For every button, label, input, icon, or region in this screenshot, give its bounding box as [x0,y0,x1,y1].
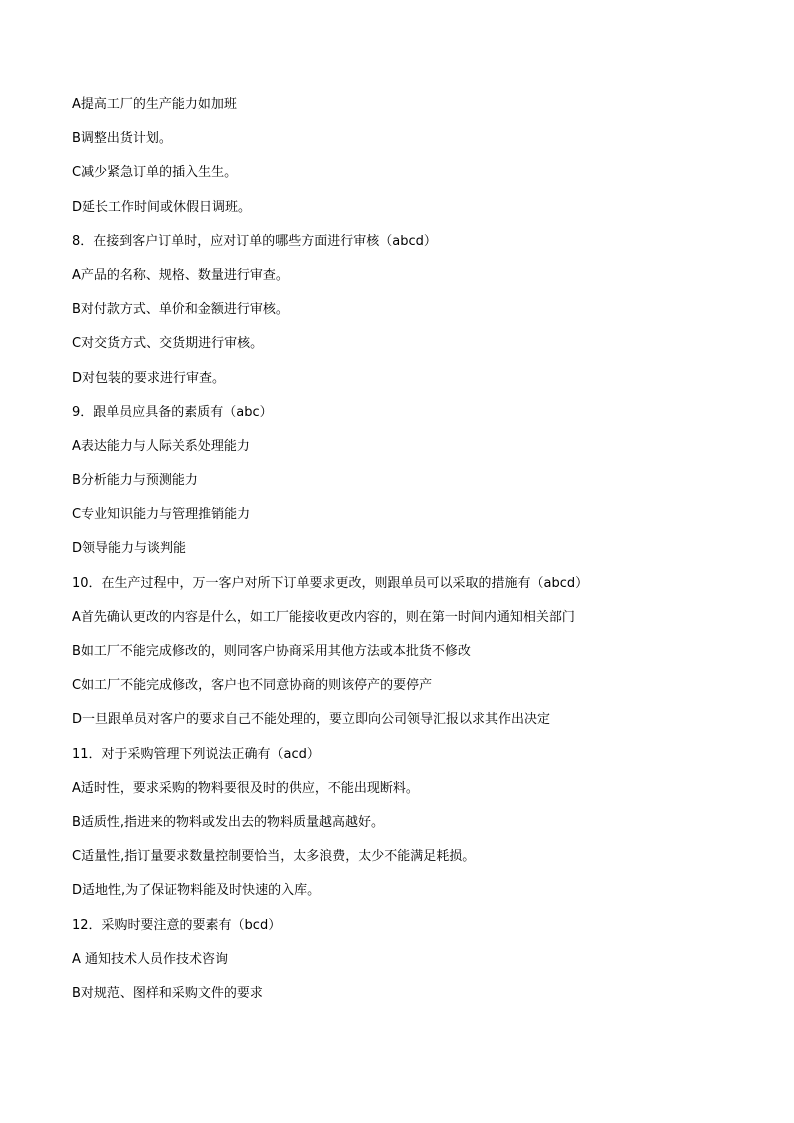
option-line: D对包装的要求进行审查。 [72,370,226,386]
question-line: 12．采购时要注意的要素有（bcd） [72,917,282,933]
option-line: B对付款方式、单价和金额进行审核。 [72,302,289,318]
option-line: B对规范、图样和采购文件的要求 [72,985,263,1001]
option-line: A适时性，要求采购的物料要很及时的供应，不能出现断料。 [72,780,419,796]
option-line: B调整出货计划。 [72,131,172,147]
option-line: C对交货方式、交货期进行审核。 [72,336,264,352]
option-line: A表达能力与人际关系处理能力 [72,438,250,454]
option-line: C专业知识能力与管理推销能力 [72,507,251,523]
option-line: C适量性,指订量要求数量控制要恰当，太多浪费，太少不能满足耗损。 [72,849,476,865]
option-line: D延长工作时间或休假日调班。 [72,199,252,215]
option-line: A产品的名称、规格、数量进行审查。 [72,267,289,283]
option-line: B如工厂不能完成修改的，则同客户协商采用其他方法或本批货不修改 [72,644,471,659]
question-line: 11．对于采购管理下列说法正确有（acd） [72,746,320,762]
option-line: A提高工厂的生产能力如加班 [72,97,237,112]
option-line: D适地性,为了保证物料能及时快速的入库。 [72,883,321,899]
question-line: 9．跟单员应具备的素质有（abc） [72,404,273,420]
option-line: A首先确认更改的内容是什么，如工厂能接收更改内容的，则在第一时间内通知相关部门 [72,609,575,625]
option-line: A 通知技术人员作技术咨询 [72,951,229,967]
question-line: 10．在生产过程中，万一客户对所下订单要求更改，则跟单员可以采取的措施有（abcd） [72,575,589,591]
option-line: B适质性,指进来的物料或发出去的物料质量越高越好。 [72,814,385,830]
option-line: C如工厂不能完成修改，客户也不同意协商的则该停产的要停产 [72,678,433,694]
option-line: C减少紧急订单的插入生生。 [72,165,238,181]
question-line: 8．在接到客户订单时，应对订单的哪些方面进行审核（abcd） [72,233,437,249]
option-line: D一旦跟单员对客户的要求自己不能处理的，要立即向公司领导汇报以求其作出决定 [72,712,551,728]
option-line: D领导能力与谈判能 [72,541,187,557]
document-body [72,94,732,1017]
option-line: B分析能力与预测能力 [72,473,198,489]
